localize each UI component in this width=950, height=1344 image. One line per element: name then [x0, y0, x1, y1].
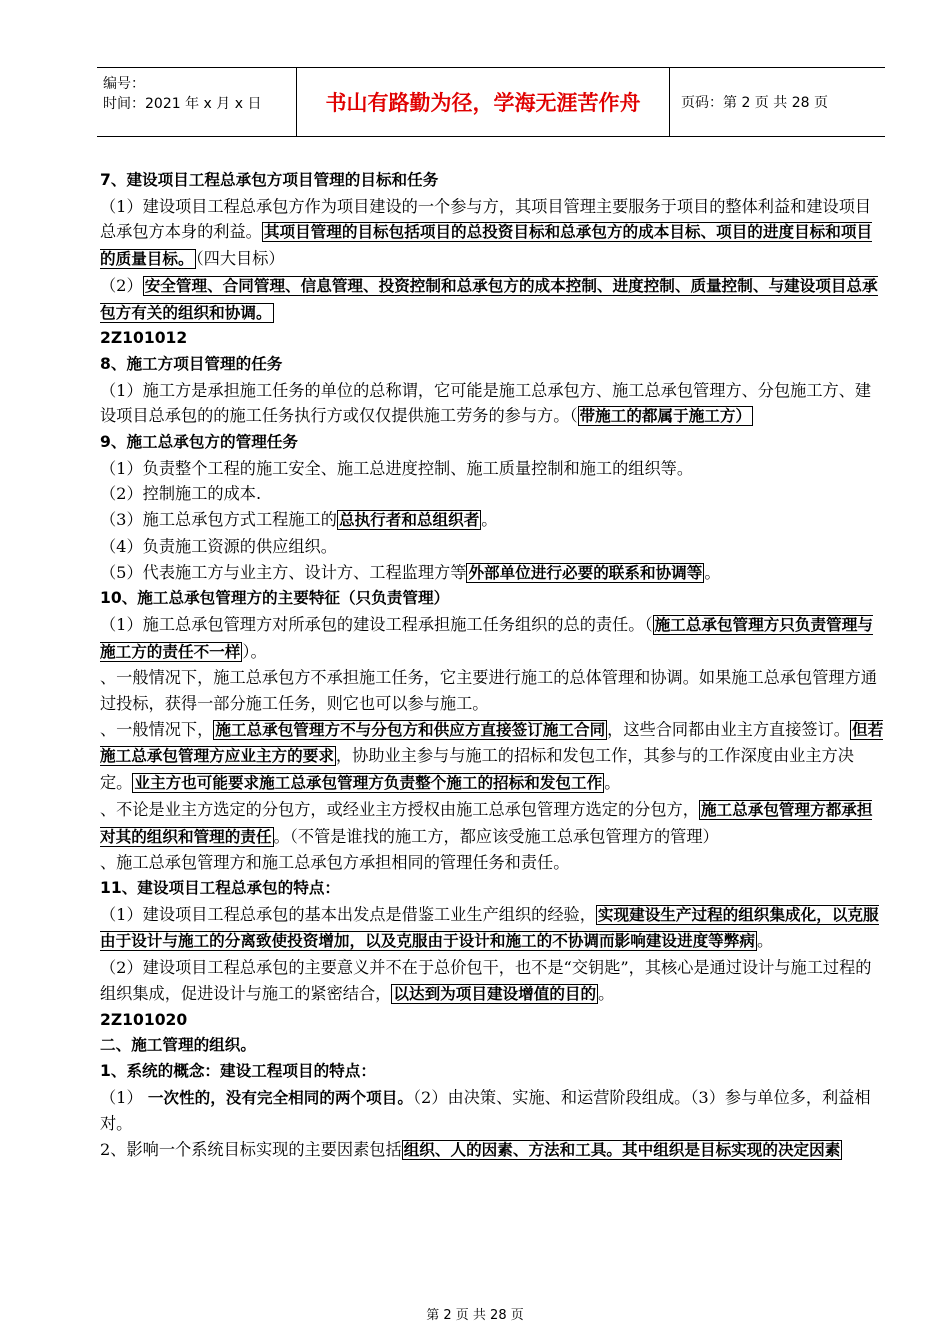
text-run: （3）施工总承包方式工程施工的 — [100, 510, 337, 530]
paragraph — [100, 378, 884, 430]
text-run: ，协助业主参与与施工的招标和发包工作，其参与的工作深度由业主方决定。 — [100, 746, 854, 793]
boxed-key-point: 施工总承包管理方都承担对其的组织和管理的责任 — [100, 800, 873, 846]
text-run: ）。 — [242, 641, 267, 661]
text-run: 。 — [704, 562, 721, 582]
page-header — [97, 67, 885, 137]
text-run: 。 — [598, 983, 615, 1003]
section-heading: 7、建设项目工程总承包方项目管理的目标和任务 — [100, 171, 439, 189]
text-run: （2）由决策、实施、和运营阶段组成。（3）参与单位多，利益相对。 — [100, 1087, 871, 1134]
text-run: （1）施工方是承担施工任务的单位的总称谓，它可能是施工总承包方、施工总承包管理方、分包施工方、建设项目总承包的的施工任务执行方或仅仅提供施工劳务的参与方。（ — [100, 380, 872, 426]
paragraph: （2）控制施工的成本. — [100, 484, 262, 504]
text-run: 。 — [756, 931, 774, 951]
text-run: （四大目标） — [195, 249, 285, 269]
paragraph — [100, 717, 884, 797]
text-run: （2）建设项目工程总承包的主要意义并不在于总价包干，也不是“交钥匙”，其核心是通过设计与施工过程的组织集成，促进设计与施工的紧密结合， — [100, 958, 872, 1003]
boxed-key-point: 施工总承包管理方只负责管理与施工方的责任不一样 — [100, 615, 873, 661]
boxed-key-point: 其项目管理的目标包括项目的总投资目标和总承包方的成本目标、项目的进度目标和项目的质量目标。 — [100, 223, 873, 269]
paragraph — [100, 1137, 884, 1164]
boxed-key-point: 安全管理、合同管理、信息管理、投资控制和总承包方的成本控制、进度控制、质量控制、与建设项目总承包方有关的组织和协调。 — [100, 276, 878, 322]
text-run: 、一般情况下， — [100, 719, 214, 739]
text-run: 。 — [604, 773, 621, 793]
paragraph — [100, 955, 884, 1007]
page-footer: 第 2 页 共 28 页 — [426, 1308, 524, 1323]
text-run: 2、影响一个系统目标实现的主要因素包括 — [100, 1140, 402, 1160]
text-run: 。（不管是谁找的施工方，都应该受施工总承包管理方的管理） — [273, 826, 719, 846]
paragraph: （4）负责施工资源的供应组织。 — [100, 536, 337, 556]
boxed-key-point: 施工总承包管理方不与分包方和供应方直接签订施工合同 — [215, 720, 606, 739]
paragraph — [100, 560, 884, 587]
text-run: （1）建设项目工程总承包方作为项目建设的一个参与方，其项目管理主要服务于项目的整体利益和建设项目总承包方本身的利益。 — [100, 196, 872, 242]
boxed-key-point: 带施工的都属于施工方） — [579, 407, 752, 426]
text-run: （1）建设项目工程总承包的基本出发点是借鉴工业生产组织的经验， — [100, 904, 596, 924]
boxed-key-point: 外部单位进行必要的联系和协调等 — [468, 563, 703, 582]
paragraph — [100, 1085, 884, 1137]
paragraph — [100, 902, 884, 955]
boxed-key-point: 实现建设生产过程的组织集成化，以克服由于设计与施工的分离致使投资增加，以及克服由于设计和施工的不协调而影响建设进度等弊病 — [100, 905, 879, 951]
paragraph: 、施工总承包管理方和施工总承包方承担相同的管理任务和责任。 — [100, 853, 570, 873]
paragraph — [100, 612, 884, 665]
bold-text: 一次性的，没有完全相同的两个项目。 — [147, 1088, 413, 1107]
document-body — [100, 168, 884, 1164]
text-run: （5）代表施工方与业主方、设计方、工程监理方等 — [100, 562, 467, 582]
section-heading: 9、施工总承包方的管理任务 — [100, 433, 298, 452]
boxed-key-point: 总执行者和总组织者 — [338, 511, 480, 530]
boxed-key-point: 业主方也可能要求施工总承包管理方负责整个施工的招标和发包工作 — [134, 774, 603, 793]
paragraph — [100, 194, 884, 273]
boxed-key-point: 以达到为项目建设增值的目的 — [393, 984, 597, 1003]
section-heading: 1、系统的概念：建设工程项目的特点： — [100, 1061, 376, 1080]
paragraph — [100, 273, 884, 326]
text-run: 、不论是业主方选定的分包方，或经业主方授权由施工总承包管理方选定的分包方， — [100, 799, 699, 819]
section-heading: 2Z101020 — [100, 1010, 188, 1029]
text-run: （1）施工总承包管理方对所承包的建设工程承担施工任务组织的总的责任。（ — [100, 614, 653, 634]
header-page-label: 页码：第 2 页 共 28 页 — [681, 95, 828, 111]
section-heading: 8、施工方项目管理的任务 — [100, 354, 283, 373]
section-heading: 2Z101012 — [100, 329, 188, 348]
boxed-key-point: 但若施工总承包管理方应业主方的要求 — [100, 720, 884, 766]
paragraph — [100, 507, 884, 534]
paragraph: （1）负责整个工程的施工安全、施工总进度控制、施工质量控制和施工的组织等。 — [100, 458, 694, 478]
time-label: 时间：2021 年 x 月 x 日 — [103, 96, 262, 112]
text-run: （1） — [100, 1087, 148, 1107]
paragraph — [100, 797, 884, 850]
header-meta — [97, 68, 297, 136]
serial-label: 编号： — [103, 76, 145, 92]
section-heading: 10、施工总承包管理方的主要特征（只负责管理） — [100, 589, 450, 608]
paragraph: 、一般情况下，施工总承包方不承担施工任务，它主要进行施工的总体管理和协调。如果施工总承包管理方通过投标，获得一部分施工任务，则它也可以参与施工。 — [100, 668, 877, 714]
text-run: ，这些合同都由业主方直接签订。 — [607, 719, 850, 739]
text-run: （2） — [100, 275, 143, 295]
section-heading: 11、建设项目工程总承包的特点： — [100, 878, 341, 897]
text-run: 。 — [481, 510, 498, 530]
boxed-key-point: 组织、人的因素、方法和工具。其中组织是目标实现的决定因素 — [403, 1141, 841, 1160]
header-motto: 书山有路勤为径，学海无涯苦作舟 — [297, 68, 670, 136]
section-heading: 二、施工管理的组织。 — [100, 1036, 256, 1055]
